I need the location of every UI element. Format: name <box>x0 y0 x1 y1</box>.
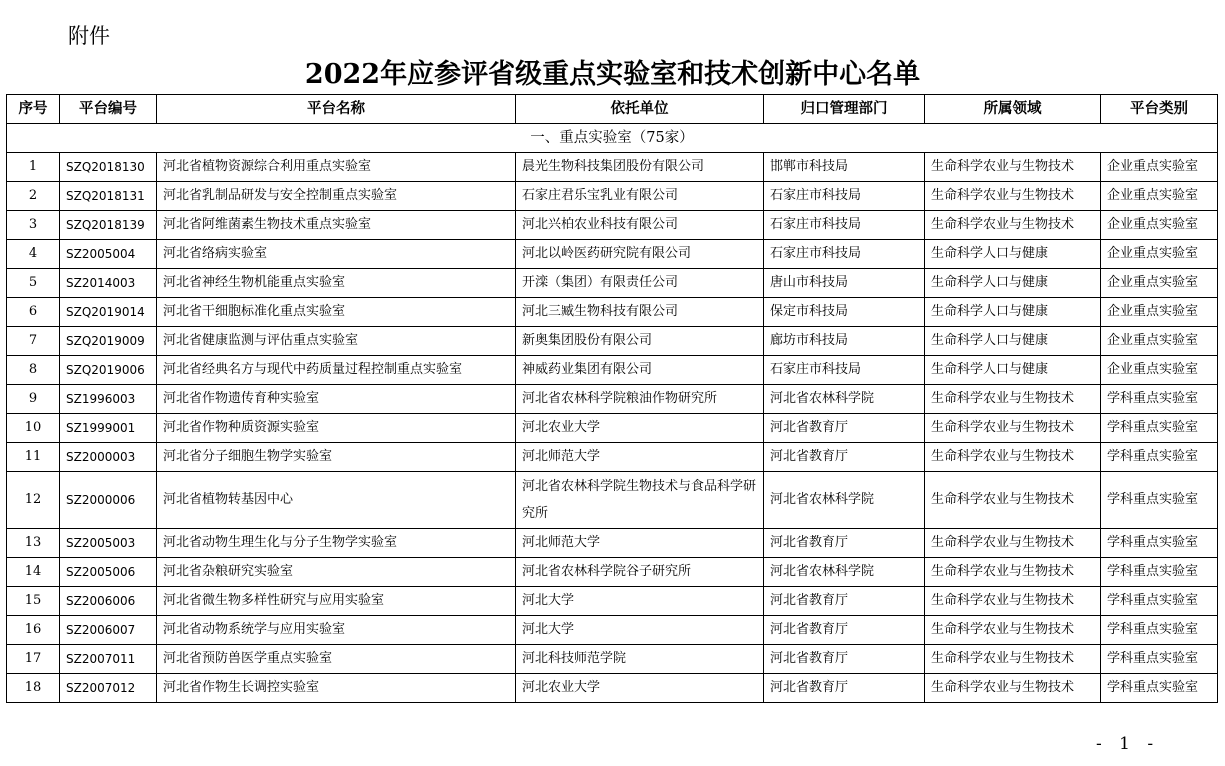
cell-code: SZ2000003 <box>60 443 157 472</box>
cell-org: 河北以岭医药研究院有限公司 <box>516 240 764 269</box>
cell-org: 河北省农林科学院粮油作物研究所 <box>516 385 764 414</box>
cell-category: 企业重点实验室 <box>1101 269 1218 298</box>
cell-code: SZQ2019009 <box>60 327 157 356</box>
cell-org: 开滦（集团）有限责任公司 <box>516 269 764 298</box>
cell-org: 河北大学 <box>516 587 764 616</box>
header-seq: 序号 <box>7 95 60 124</box>
cell-dept: 河北省教育厅 <box>764 587 925 616</box>
cell-seq: 2 <box>7 182 60 211</box>
cell-dept: 河北省教育厅 <box>764 645 925 674</box>
table-row <box>7 182 1218 211</box>
section-row <box>7 124 1218 153</box>
cell-dept: 石家庄市科技局 <box>764 211 925 240</box>
table-row <box>7 356 1218 385</box>
cell-field: 生命科学农业与生物技术 <box>925 385 1101 414</box>
header-dept: 归口管理部门 <box>764 95 925 124</box>
table-row <box>7 587 1218 616</box>
table-row <box>7 269 1218 298</box>
table-row <box>7 414 1218 443</box>
cell-code: SZQ2018130 <box>60 153 157 182</box>
cell-field: 生命科学农业与生物技术 <box>925 587 1101 616</box>
table-row <box>7 616 1218 645</box>
cell-org: 河北师范大学 <box>516 443 764 472</box>
section-title: 一、重点实验室（75家） <box>7 124 1218 153</box>
cell-field: 生命科学农业与生物技术 <box>925 472 1101 529</box>
cell-name: 河北省作物遗传育种实验室 <box>157 385 516 414</box>
cell-category: 企业重点实验室 <box>1101 240 1218 269</box>
cell-org: 晨光生物科技集团股份有限公司 <box>516 153 764 182</box>
cell-name: 河北省植物转基因中心 <box>157 472 516 529</box>
cell-name: 河北省植物资源综合利用重点实验室 <box>157 153 516 182</box>
header-org: 依托单位 <box>516 95 764 124</box>
cell-category: 企业重点实验室 <box>1101 153 1218 182</box>
attachment-label: 附件 <box>68 24 110 48</box>
cell-seq: 9 <box>7 385 60 414</box>
cell-org: 石家庄君乐宝乳业有限公司 <box>516 182 764 211</box>
cell-name: 河北省微生物多样性研究与应用实验室 <box>157 587 516 616</box>
cell-org: 河北师范大学 <box>516 529 764 558</box>
cell-name: 河北省经典名方与现代中药质量过程控制重点实验室 <box>157 356 516 385</box>
cell-category: 企业重点实验室 <box>1101 356 1218 385</box>
table-row <box>7 385 1218 414</box>
cell-dept: 河北省教育厅 <box>764 443 925 472</box>
cell-org: 河北科技师范学院 <box>516 645 764 674</box>
cell-code: SZ1999001 <box>60 414 157 443</box>
cell-org: 新奥集团股份有限公司 <box>516 327 764 356</box>
cell-field: 生命科学人口与健康 <box>925 240 1101 269</box>
table-row <box>7 327 1218 356</box>
cell-seq: 3 <box>7 211 60 240</box>
cell-name: 河北省干细胞标准化重点实验室 <box>157 298 516 327</box>
cell-category: 学科重点实验室 <box>1101 558 1218 587</box>
cell-code: SZ2005003 <box>60 529 157 558</box>
cell-code: SZ2014003 <box>60 269 157 298</box>
cell-code: SZQ2019014 <box>60 298 157 327</box>
cell-category: 学科重点实验室 <box>1101 645 1218 674</box>
header-code: 平台编号 <box>60 95 157 124</box>
cell-field: 生命科学人口与健康 <box>925 298 1101 327</box>
cell-field: 生命科学农业与生物技术 <box>925 674 1101 703</box>
cell-field: 生命科学农业与生物技术 <box>925 443 1101 472</box>
page-title: 2022年应参评省级重点实验室和技术创新中心名单 <box>304 59 921 90</box>
cell-field: 生命科学农业与生物技术 <box>925 182 1101 211</box>
cell-field: 生命科学农业与生物技术 <box>925 616 1101 645</box>
cell-code: SZ2005006 <box>60 558 157 587</box>
header-category: 平台类别 <box>1101 95 1218 124</box>
table-row <box>7 472 1218 529</box>
cell-category: 学科重点实验室 <box>1101 529 1218 558</box>
table-header-row <box>7 95 1218 124</box>
cell-field: 生命科学农业与生物技术 <box>925 529 1101 558</box>
cell-code: SZ2005004 <box>60 240 157 269</box>
cell-name: 河北省健康监测与评估重点实验室 <box>157 327 516 356</box>
cell-category: 学科重点实验室 <box>1101 443 1218 472</box>
cell-category: 学科重点实验室 <box>1101 616 1218 645</box>
cell-name: 河北省络病实验室 <box>157 240 516 269</box>
cell-field: 生命科学人口与健康 <box>925 356 1101 385</box>
cell-dept: 河北省教育厅 <box>764 529 925 558</box>
cell-name: 河北省阿维菌素生物技术重点实验室 <box>157 211 516 240</box>
cell-category: 学科重点实验室 <box>1101 385 1218 414</box>
cell-org: 河北大学 <box>516 616 764 645</box>
cell-org: 河北省农林科学院生物技术与食品科学研究所 <box>516 472 764 529</box>
cell-dept: 河北省教育厅 <box>764 674 925 703</box>
table-row <box>7 558 1218 587</box>
cell-org: 河北农业大学 <box>516 414 764 443</box>
cell-field: 生命科学农业与生物技术 <box>925 414 1101 443</box>
cell-dept: 廊坊市科技局 <box>764 327 925 356</box>
cell-dept: 河北省教育厅 <box>764 414 925 443</box>
cell-seq: 1 <box>7 153 60 182</box>
cell-field: 生命科学人口与健康 <box>925 269 1101 298</box>
cell-field: 生命科学农业与生物技术 <box>925 558 1101 587</box>
cell-dept: 邯郸市科技局 <box>764 153 925 182</box>
cell-name: 河北省杂粮研究实验室 <box>157 558 516 587</box>
cell-category: 企业重点实验室 <box>1101 298 1218 327</box>
table-row <box>7 240 1218 269</box>
cell-category: 学科重点实验室 <box>1101 587 1218 616</box>
cell-name: 河北省预防兽医学重点实验室 <box>157 645 516 674</box>
table-row <box>7 153 1218 182</box>
cell-seq: 12 <box>7 472 60 529</box>
cell-category: 企业重点实验室 <box>1101 182 1218 211</box>
cell-seq: 7 <box>7 327 60 356</box>
cell-code: SZ2007012 <box>60 674 157 703</box>
cell-dept: 河北省农林科学院 <box>764 558 925 587</box>
cell-seq: 16 <box>7 616 60 645</box>
cell-org: 河北兴柏农业科技有限公司 <box>516 211 764 240</box>
cell-dept: 石家庄市科技局 <box>764 356 925 385</box>
cell-org: 河北省农林科学院谷子研究所 <box>516 558 764 587</box>
cell-seq: 17 <box>7 645 60 674</box>
cell-dept: 河北省农林科学院 <box>764 385 925 414</box>
cell-code: SZQ2018131 <box>60 182 157 211</box>
cell-dept: 保定市科技局 <box>764 298 925 327</box>
cell-dept: 河北省农林科学院 <box>764 472 925 529</box>
cell-seq: 4 <box>7 240 60 269</box>
cell-category: 企业重点实验室 <box>1101 327 1218 356</box>
cell-name: 河北省分子细胞生物学实验室 <box>157 443 516 472</box>
cell-field: 生命科学农业与生物技术 <box>925 153 1101 182</box>
table-row <box>7 298 1218 327</box>
cell-field: 生命科学农业与生物技术 <box>925 645 1101 674</box>
cell-org: 河北农业大学 <box>516 674 764 703</box>
table-row <box>7 674 1218 703</box>
cell-category: 企业重点实验室 <box>1101 211 1218 240</box>
cell-seq: 14 <box>7 558 60 587</box>
table-row <box>7 211 1218 240</box>
cell-seq: 18 <box>7 674 60 703</box>
cell-seq: 5 <box>7 269 60 298</box>
platform-table <box>6 94 1218 703</box>
cell-code: SZ2000006 <box>60 472 157 529</box>
cell-code: SZ2006007 <box>60 616 157 645</box>
cell-code: SZ1996003 <box>60 385 157 414</box>
cell-category: 学科重点实验室 <box>1101 472 1218 529</box>
table-row <box>7 529 1218 558</box>
table-row <box>7 443 1218 472</box>
cell-code: SZ2007011 <box>60 645 157 674</box>
cell-name: 河北省作物种质资源实验室 <box>157 414 516 443</box>
cell-code: SZQ2018139 <box>60 211 157 240</box>
cell-category: 学科重点实验室 <box>1101 674 1218 703</box>
cell-dept: 石家庄市科技局 <box>764 182 925 211</box>
header-name: 平台名称 <box>157 95 516 124</box>
cell-dept: 河北省教育厅 <box>764 616 925 645</box>
cell-code: SZ2006006 <box>60 587 157 616</box>
cell-category: 学科重点实验室 <box>1101 414 1218 443</box>
cell-org: 神威药业集团有限公司 <box>516 356 764 385</box>
cell-seq: 13 <box>7 529 60 558</box>
cell-seq: 10 <box>7 414 60 443</box>
table-row <box>7 645 1218 674</box>
page-number: - 1 - <box>1096 734 1160 754</box>
cell-seq: 6 <box>7 298 60 327</box>
cell-name: 河北省作物生长调控实验室 <box>157 674 516 703</box>
cell-field: 生命科学人口与健康 <box>925 327 1101 356</box>
cell-name: 河北省神经生物机能重点实验室 <box>157 269 516 298</box>
cell-seq: 8 <box>7 356 60 385</box>
cell-name: 河北省动物系统学与应用实验室 <box>157 616 516 645</box>
cell-dept: 唐山市科技局 <box>764 269 925 298</box>
cell-name: 河北省动物生理生化与分子生物学实验室 <box>157 529 516 558</box>
cell-dept: 石家庄市科技局 <box>764 240 925 269</box>
cell-field: 生命科学农业与生物技术 <box>925 211 1101 240</box>
cell-seq: 15 <box>7 587 60 616</box>
cell-seq: 11 <box>7 443 60 472</box>
cell-name: 河北省乳制品研发与安全控制重点实验室 <box>157 182 516 211</box>
cell-code: SZQ2019006 <box>60 356 157 385</box>
cell-org: 河北三臧生物科技有限公司 <box>516 298 764 327</box>
header-field: 所属领域 <box>925 95 1101 124</box>
